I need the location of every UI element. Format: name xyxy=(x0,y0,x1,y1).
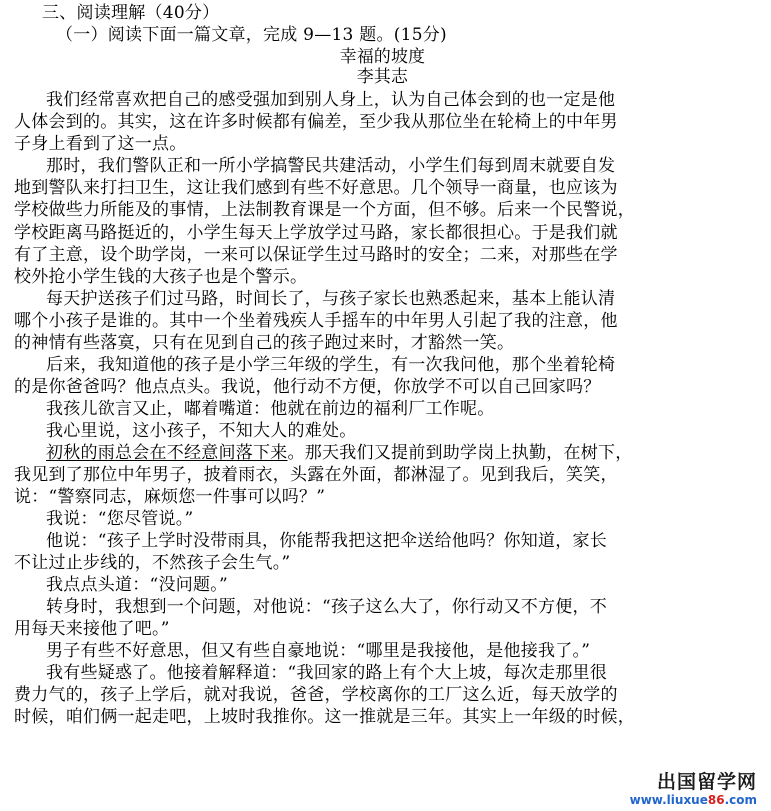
watermark-url-highlight: 86 xyxy=(707,793,725,807)
text-line: 的是你爸爸吗？他点点头。我说，他行动不方便，你放学不可以自己回家吗？ xyxy=(14,377,601,397)
watermark-url-prefix: www.liuxue xyxy=(629,793,708,807)
text-line: 有了主意，设个助学岗，一来可以保证学生过马路时的安全；二来，对那些在学 xyxy=(14,245,618,265)
text-line xyxy=(46,442,633,464)
text-line: 我有些疑惑了。他接着解释道：“我回家的路上有个大上坡，每次走那里很 xyxy=(46,663,607,683)
article-author: 李其志 xyxy=(356,67,409,87)
text-line: 说：“警察同志，麻烦您一件事可以吗？” xyxy=(14,487,326,507)
text-line: 我点点头道：“没问题。” xyxy=(46,575,228,595)
text-line: 他说：“孩子上学时没带雨具，你能帮我把这把伞送给他吗？你知道，家长 xyxy=(46,531,607,551)
text-line: 我们经常喜欢把自己的感受强加到别人身上，认为自己体会到的也一定是他 xyxy=(46,90,616,110)
watermark-name: 出国留学网 xyxy=(656,771,757,793)
watermark-url xyxy=(617,793,757,807)
text-line-rest: 。那天我们又提前到助学岗上执勤，在树下， xyxy=(287,443,633,463)
text-line: 子身上看到了这一点。 xyxy=(14,134,187,154)
text-line: 学校距离马路挺近的，小学生每天上学放学过马路，家长都很担心。于是我们就 xyxy=(14,223,618,243)
text-line: 地到警队来打扫卫生，这让我们感到有些不好意思。几个领导一商量，也应该为 xyxy=(14,178,618,198)
text-line: 我孩儿欲言又止，嘟着嘴道：他就在前边的福利厂工作呢。 xyxy=(46,399,495,419)
underlined-sentence: 初秋的雨总会在不经意间落下来 xyxy=(46,443,288,463)
watermark-url-suffix: .com xyxy=(724,793,757,807)
text-line: 那时，我们警队正和一所小学搞警民共建活动，小学生们每到周末就要自发 xyxy=(46,156,616,176)
section-heading: 三、阅读理解（40分） xyxy=(42,3,220,23)
text-line: 转身时，我想到一个问题，对他说：“孩子这么大了，你行动又不方便，不 xyxy=(46,597,607,617)
text-line: 时候，咱们俩一起走吧，上坡时我推你。这一推就是三年。其实上一年级的时候， xyxy=(14,707,635,727)
text-line: 不让过止步线的，不然孩子会生气。” xyxy=(14,553,291,573)
site-watermark xyxy=(617,771,757,807)
text-line: 费力气的，孩子上学后，就对我说，爸爸，学校离你的工厂这么近，每天放学的 xyxy=(14,685,618,705)
text-line: 哪个小孩子是谁的。其中一个坐着残疾人手摇车的中年男人引起了我的注意，他 xyxy=(14,311,618,331)
text-line: 我见到了那位中年男子，披着雨衣，头露在外面，都淋湿了。见到我后，笑笑， xyxy=(14,465,618,485)
text-line: 我说：“您尽管说。” xyxy=(46,509,194,529)
text-line: 每天护送孩子们过马路，时间长了，与孩子家长也熟悉起来，基本上能认清 xyxy=(46,289,616,309)
article-title: 幸福的坡度 xyxy=(339,47,426,67)
text-line: 我心里说，这小孩子，不知大人的难处。 xyxy=(46,421,357,441)
text-line: 学校做些力所能及的事情，上法制教育课是一个方面，但不够。后来一个民警说， xyxy=(14,200,635,220)
text-line: 的神情有些落寞，只有在见到自己的孩子跑过来时，才豁然一笑。 xyxy=(14,333,515,353)
part-heading: （一）阅读下面一篇文章，完成 9—13 题。(15分) xyxy=(56,25,447,45)
text-line: 用每天来接他了吧。” xyxy=(14,619,170,639)
text-line: 校外抢小学生钱的大孩子也是个警示。 xyxy=(14,267,308,287)
text-line: 男子有些不好意思，但又有些自豪地说：“哪里是我接他，是他接我了。” xyxy=(46,641,591,661)
text-line: 后来，我知道他的孩子是小学三年级的学生，有一次我问他，那个坐着轮椅 xyxy=(46,355,616,375)
text-line: 人体会到的。其实，这在许多时候都有偏差，至少我从那位坐在轮椅上的中年男 xyxy=(14,112,618,132)
